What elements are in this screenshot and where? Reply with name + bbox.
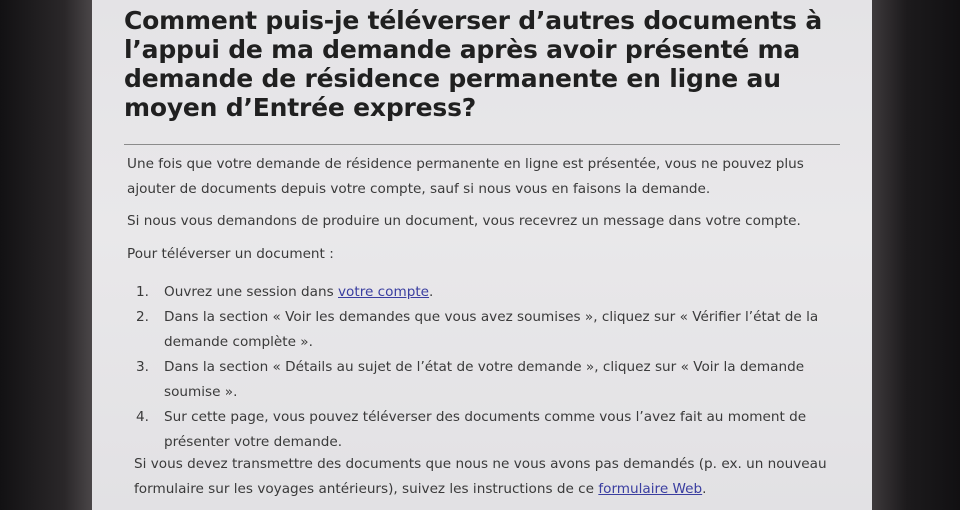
- message-paragraph: Si nous vous demandons de produire un document, vous recevrez un message dans votre compte.: [127, 213, 801, 229]
- step-number: 4.: [136, 409, 149, 425]
- step-text: Ouvrez une session dans: [164, 284, 339, 300]
- intro-paragraph: Une fois que votre demande de résidence permanente en ligne est présentée, vous ne pouvez plus ajouter de documents depuis votre compte, sauf si nous vous en faisons la demande.: [127, 156, 804, 197]
- step-number: 2.: [136, 309, 149, 325]
- list-item: [136, 405, 836, 455]
- list-item: [136, 305, 836, 355]
- step-text: Dans la section « Voir les demandes que vous avez soumises », cliquez sur « Vérifier l’état de la demande complète ».: [164, 309, 819, 350]
- step-text: Dans la section « Détails au sujet de l’état de votre demande », cliquez sur « Voir la demande soumise ».: [164, 359, 805, 400]
- account-link[interactable]: votre compte: [338, 284, 430, 300]
- title-divider: [124, 144, 840, 145]
- step-text-end: .: [429, 284, 434, 300]
- web-form-text: Si vous devez transmettre des documents que nous ne vous avons pas demandés (p. ex. un nouveau formulaire sur les voyages antérieurs), suivez les instructions de ce: [134, 456, 827, 497]
- list-item: [136, 280, 836, 305]
- list-item: [136, 355, 836, 405]
- web-form-text-end: .: [702, 481, 707, 497]
- upload-intro: Pour téléverser un document :: [127, 246, 334, 262]
- page-title: Comment puis-je téléverser d’autres documents à l’appui de ma demande après avoir présenté ma demande de résidence permanente en ligne au moyen d’Entrée express?: [124, 6, 823, 122]
- content-page: [92, 0, 872, 510]
- monitor-bezel-right: [872, 0, 960, 510]
- step-number: 1.: [136, 284, 149, 300]
- step-number: 3.: [136, 359, 149, 375]
- upload-steps-list: [136, 280, 836, 455]
- web-form-paragraph: [134, 452, 834, 502]
- web-form-link[interactable]: formulaire Web: [598, 481, 703, 497]
- monitor-bezel-left: [0, 0, 92, 510]
- step-text: Sur cette page, vous pouvez téléverser des documents comme vous l’avez fait au moment de présenter votre demande.: [164, 409, 807, 450]
